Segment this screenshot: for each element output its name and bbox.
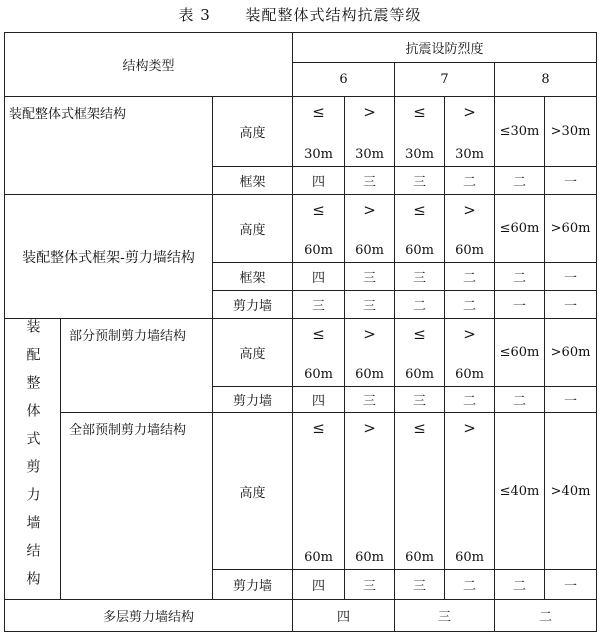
grade-cell: 一 xyxy=(545,570,597,600)
le-symbol: ≤ xyxy=(312,419,325,437)
multi-grade-cell: 二 xyxy=(495,600,597,632)
gt-symbol: > xyxy=(363,419,376,437)
le-symbol: ≤ xyxy=(413,419,426,437)
height-value: 60m xyxy=(455,243,484,258)
grade-cell: 三 xyxy=(345,263,395,291)
height-value: 30m xyxy=(304,147,333,162)
height-value: 30m xyxy=(455,147,484,162)
grade-cell: 一 xyxy=(545,291,597,319)
frame-shear-height-cell xyxy=(395,195,445,263)
frame-shear-height-cell xyxy=(495,195,545,263)
frame-height-cell xyxy=(345,97,395,167)
height-value: 60m xyxy=(561,221,591,236)
grade-cell: 二 xyxy=(495,570,545,600)
grade-cell: 二 xyxy=(495,387,545,413)
row-partial-height-label: 高度 xyxy=(213,319,293,387)
grade-cell: 三 xyxy=(293,291,345,319)
height-value: 60m xyxy=(455,367,484,382)
row-full-name: 全部预制剪力墙结构 xyxy=(61,413,213,600)
multi-grade-cell: 四 xyxy=(293,600,395,632)
le-symbol: ≤ xyxy=(499,345,511,360)
partial-height-cell xyxy=(293,319,345,387)
grade-cell: 一 xyxy=(545,263,597,291)
row-frame-frame-label: 框架 xyxy=(213,167,293,195)
gt-symbol: > xyxy=(463,419,476,437)
frame-shear-height-cell xyxy=(545,195,597,263)
partial-height-cell xyxy=(495,319,545,387)
height-value: 60m xyxy=(510,345,540,360)
le-symbol: ≤ xyxy=(499,483,511,499)
gt-symbol: > xyxy=(363,325,376,343)
gt-symbol: > xyxy=(550,345,562,360)
frame-height-cell xyxy=(395,97,445,167)
row-frame-name: 装配整体式框架结构 xyxy=(5,97,213,195)
grade-cell: 四 xyxy=(293,387,345,413)
gt-symbol: > xyxy=(363,103,376,121)
height-value: 30m xyxy=(510,124,540,139)
frame-shear-height-cell xyxy=(345,195,395,263)
row-frame-shear-frame-label: 框架 xyxy=(213,263,293,291)
row-full-height-label: 高度 xyxy=(213,413,293,570)
height-value: 60m xyxy=(355,243,384,258)
table-number: 表 3 xyxy=(178,6,211,24)
full-height-cell xyxy=(395,413,445,570)
height-value: 60m xyxy=(561,345,591,360)
gt-symbol: > xyxy=(463,103,476,121)
height-value: 60m xyxy=(304,550,333,565)
full-height-cell xyxy=(495,413,545,570)
height-value: 30m xyxy=(405,147,434,162)
row-frame-shear-height-label: 高度 xyxy=(213,195,293,263)
height-value: 30m xyxy=(355,147,384,162)
frame-shear-height-cell xyxy=(293,195,345,263)
full-height-cell xyxy=(545,413,597,570)
grade-cell: 二 xyxy=(395,291,445,319)
grade-cell: 二 xyxy=(445,263,495,291)
le-symbol: ≤ xyxy=(499,221,511,236)
grade-cell: 二 xyxy=(495,167,545,195)
height-value: 60m xyxy=(355,550,384,565)
grade-cell: 三 xyxy=(395,570,445,600)
partial-height-cell xyxy=(545,319,597,387)
grade-cell: 三 xyxy=(345,291,395,319)
grade-cell: 三 xyxy=(345,570,395,600)
row-frame-shear-wall-label: 剪力墙 xyxy=(213,291,293,319)
grade-cell: 二 xyxy=(445,167,495,195)
table-title: 装配整体式结构抗震等级 xyxy=(245,6,422,24)
grade-cell: 一 xyxy=(545,387,597,413)
gt-symbol: > xyxy=(463,325,476,343)
row-multi-name: 多层剪力墙结构 xyxy=(5,600,293,632)
full-height-cell xyxy=(345,413,395,570)
le-symbol: ≤ xyxy=(312,201,325,219)
height-value: 60m xyxy=(355,367,384,382)
le-symbol: ≤ xyxy=(312,325,325,343)
frame-height-cell xyxy=(445,97,495,167)
row-frame-shear-name: 装配整体式框架-剪力墙结构 xyxy=(5,195,213,319)
grade-cell: 四 xyxy=(293,263,345,291)
height-value: 30m xyxy=(561,124,591,139)
height-value: 40m xyxy=(561,483,591,499)
grade-cell: 一 xyxy=(545,167,597,195)
height-value: 40m xyxy=(510,483,540,499)
gt-symbol: > xyxy=(550,221,562,236)
header-level-7: 7 xyxy=(395,63,495,97)
frame-height-cell xyxy=(545,97,597,167)
full-height-cell xyxy=(445,413,495,570)
header-level-6: 6 xyxy=(293,63,395,97)
table-caption xyxy=(0,4,600,26)
grade-cell: 四 xyxy=(293,167,345,195)
row-partial-name: 部分预制剪力墙结构 xyxy=(61,319,213,413)
gt-symbol: > xyxy=(363,201,376,219)
height-value: 60m xyxy=(510,221,540,236)
le-symbol: ≤ xyxy=(413,201,426,219)
seismic-grade-table xyxy=(4,32,597,632)
le-symbol: ≤ xyxy=(413,103,426,121)
height-value: 60m xyxy=(405,243,434,258)
row-frame-height-label: 高度 xyxy=(213,97,293,167)
grade-cell: 一 xyxy=(495,291,545,319)
frame-height-cell xyxy=(293,97,345,167)
height-value: 60m xyxy=(455,550,484,565)
height-value: 60m xyxy=(405,367,434,382)
gt-symbol: > xyxy=(550,483,562,499)
grade-cell: 三 xyxy=(395,263,445,291)
grade-cell: 三 xyxy=(345,387,395,413)
le-symbol: ≤ xyxy=(413,325,426,343)
multi-grade-cell: 三 xyxy=(395,600,495,632)
partial-height-cell xyxy=(445,319,495,387)
grade-cell: 三 xyxy=(395,387,445,413)
height-value: 60m xyxy=(304,367,333,382)
partial-height-cell xyxy=(345,319,395,387)
row-full-wall-label: 剪力墙 xyxy=(213,570,293,600)
height-value: 60m xyxy=(405,550,434,565)
full-height-cell xyxy=(293,413,345,570)
partial-height-cell xyxy=(395,319,445,387)
header-level-8: 8 xyxy=(495,63,597,97)
row-partial-wall-label: 剪力墙 xyxy=(213,387,293,413)
height-value: 60m xyxy=(304,243,333,258)
grade-cell: 二 xyxy=(495,263,545,291)
frame-height-cell xyxy=(495,97,545,167)
header-structure-type: 结构类型 xyxy=(5,33,293,97)
grade-cell: 三 xyxy=(395,167,445,195)
grade-cell: 四 xyxy=(293,570,345,600)
gt-symbol: > xyxy=(463,201,476,219)
le-symbol: ≤ xyxy=(312,103,325,121)
le-symbol: ≤ xyxy=(499,124,511,139)
grade-cell: 二 xyxy=(445,291,495,319)
gt-symbol: > xyxy=(550,124,562,139)
grade-cell: 二 xyxy=(445,387,495,413)
grade-cell: 三 xyxy=(345,167,395,195)
frame-shear-height-cell xyxy=(445,195,495,263)
header-intensity: 抗震设防烈度 xyxy=(293,33,597,63)
row-shear-group-name: 装配整体式剪力墙结构 xyxy=(5,319,61,600)
grade-cell: 二 xyxy=(445,570,495,600)
